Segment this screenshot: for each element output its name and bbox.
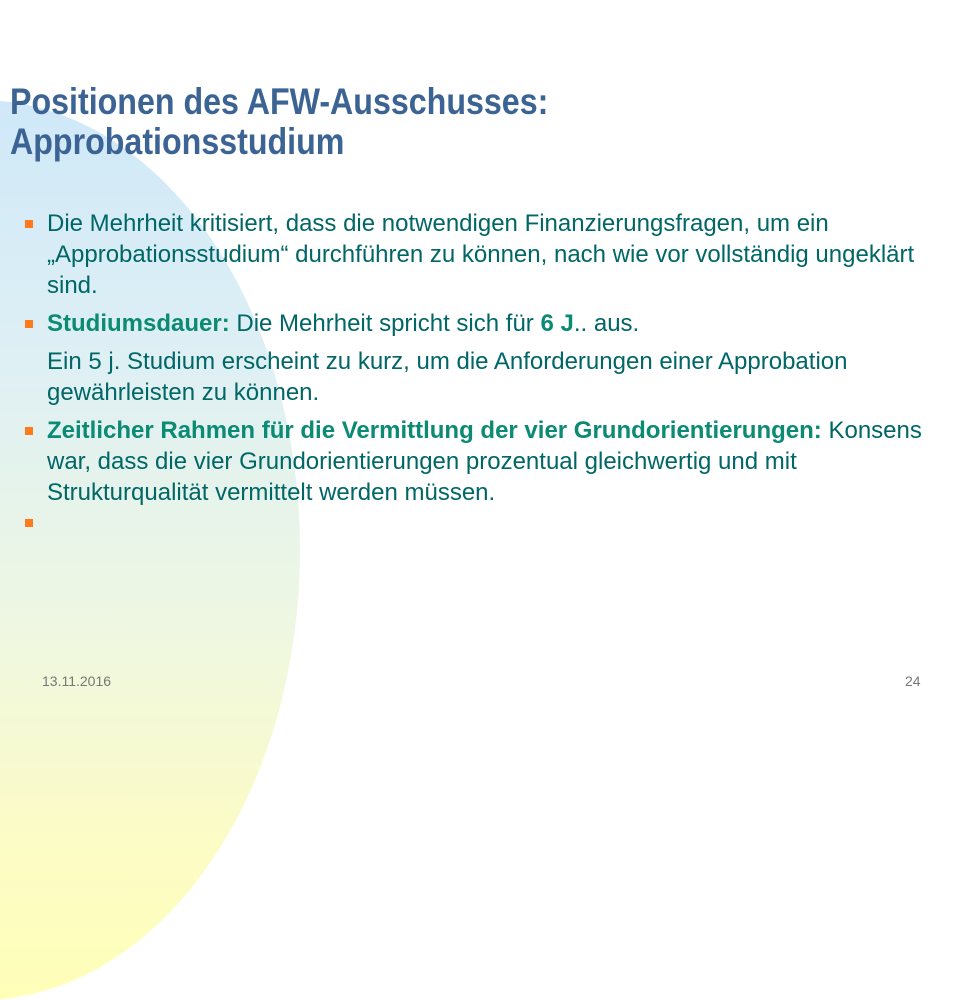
bullet-item-time-frame [25,415,955,508]
bullet-text: Konsens war, dass die vier Grundorientierungen prozentual gleichwertig und mit Strukturqualität vermittelt werden müssen. [47,417,922,506]
bullet-bold-label: Zeitlicher Rahmen für die Vermittlung der vier Grundorientierungen: [47,417,822,444]
bullet-square-icon [25,220,33,228]
footer-page-number: 24 [905,673,921,689]
slide-title [10,82,793,162]
continuation-text: Ein 5 j. Studium erscheint zu kurz, um die Anforderungen einer Approbation gewährleisten zu können. [47,348,848,406]
slide-title-line-2: Approbationsstudium [10,121,345,162]
bullet-item-financing [25,208,955,301]
bullet-square-icon [25,427,33,435]
slide-title-line-1: Positionen des AFW-Ausschusses: [10,81,549,122]
bullet-square-icon [25,320,33,328]
bullet-square-icon [25,519,33,527]
bullet-item-study-duration [25,308,955,339]
bullet-continuation-text [25,346,955,408]
bullet-text-after: .. aus. [573,310,640,337]
bullet-text: Die Mehrheit spricht sich für [229,310,541,337]
footer-date: 13.11.2016 [42,673,112,689]
bullet-text: Die Mehrheit kritisiert, dass die notwendigen Finanzierungsfragen, um ein „Approbationsstudium“ durchführen zu können, nach wie vor vollständig ungeklärt sind. [47,210,915,299]
bullet-list [25,208,955,515]
bullet-bold-value: 6 J [540,310,574,337]
bullet-bold-label: Studiumsdauer: [47,310,230,337]
